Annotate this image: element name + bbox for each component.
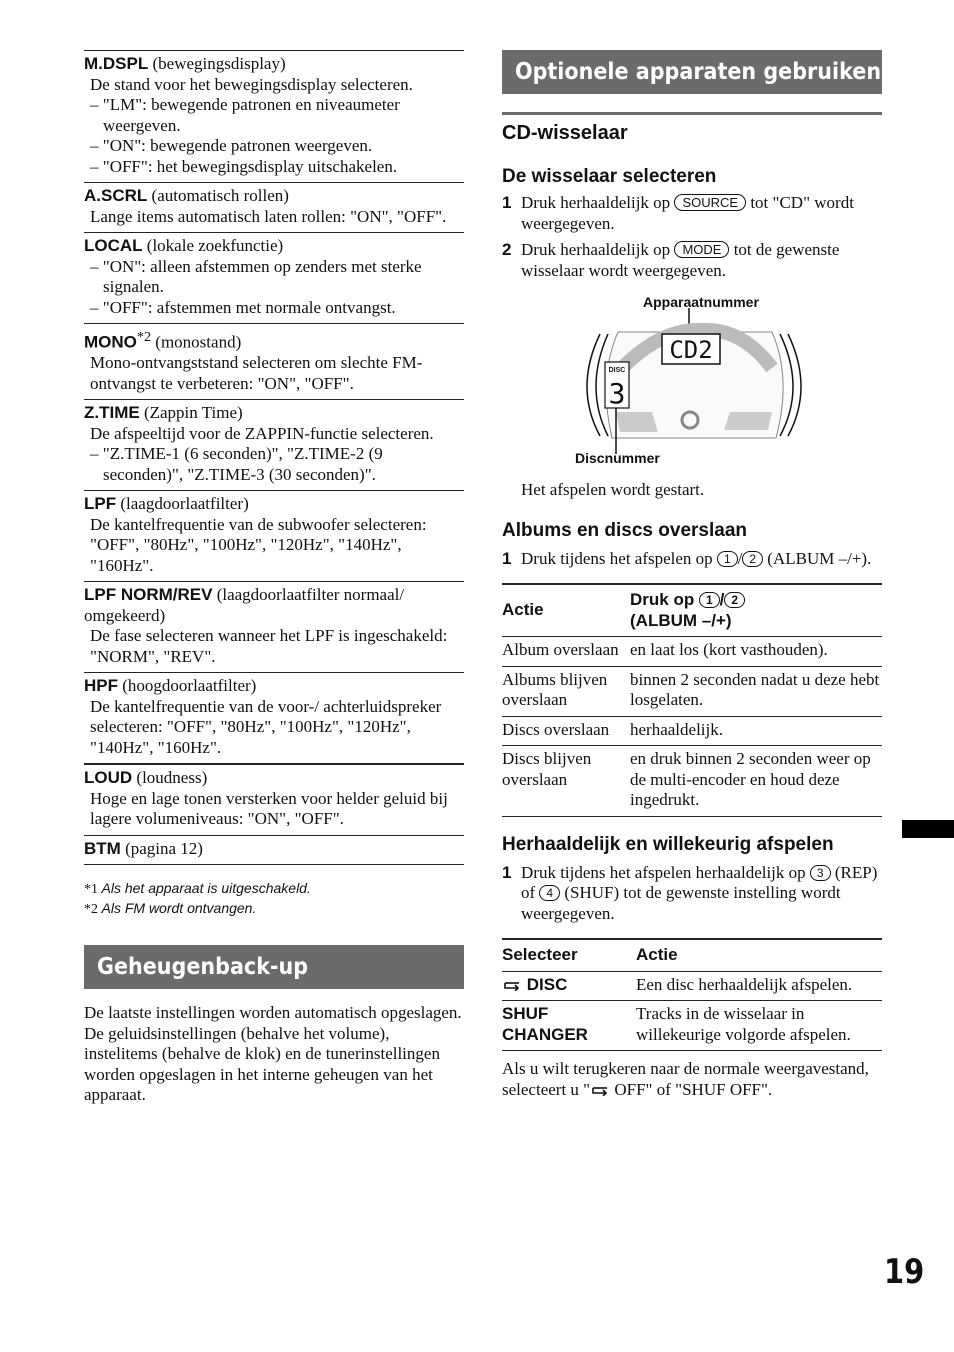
step-item: 1 Druk herhaaldelijk op SOURCE tot "CD" wordt weergegeven.	[502, 193, 854, 233]
repeat-icon	[590, 1084, 610, 1096]
table-row	[502, 716, 882, 746]
right-column	[502, 50, 882, 1100]
disc-caption: DISC	[608, 367, 626, 374]
step-item: 1 Druk tijdens het afspelen herhaaldelijk op 3 (REP) of 4 (SHUF) tot de gewenste instelling wordt weergegeven.	[502, 862, 878, 923]
disc-readout: 3	[608, 377, 626, 410]
repeat-table	[502, 938, 882, 1051]
source-button: SOURCE	[674, 194, 746, 211]
table-cell: Een disc herhaaldelijk afspelen.	[636, 974, 853, 994]
button-4: 4	[539, 885, 560, 901]
setting-option: – "LM": bewegende patronen en niveaumeter weergeven.	[90, 95, 400, 135]
column-header: Selecteer	[502, 945, 578, 964]
setting-name: M.DSPL	[84, 54, 149, 73]
setting-item	[84, 399, 464, 490]
button-3: 3	[810, 865, 831, 881]
table-cell: Albums blijven overslaan	[502, 669, 608, 709]
setting-subtitle: (monostand)	[155, 332, 242, 352]
setting-item	[84, 672, 464, 763]
step-item: 2 Druk herhaaldelijk op MODE tot de gewenste wisselaar wordt weergegeven.	[502, 240, 840, 280]
setting-name: LOUD	[84, 768, 133, 788]
table-cell: Tracks in de wisselaar in willekeurige volgorde afspelen.	[636, 1004, 851, 1044]
table-row	[502, 1001, 882, 1051]
setting-item	[84, 490, 464, 581]
table-cell: SHUF CHANGER	[502, 1004, 588, 1044]
mode-button: MODE	[674, 241, 729, 258]
left-column	[84, 50, 464, 1106]
button-2: 2	[742, 551, 763, 567]
footnote: *2 Als FM wordt ontvangen.	[84, 900, 257, 918]
footnote: *1 Als het apparaat is uitgeschakeld.	[84, 880, 311, 898]
setting-subtitle: (bewegingsdisplay)	[152, 54, 286, 73]
setting-description: De fase selecteren wanneer het LPF is ingeschakeld: "NORM", "REV".	[90, 626, 448, 666]
setting-name: BTM	[84, 838, 121, 858]
setting-option: – "ON": bewegende patronen weergeven.	[90, 136, 373, 155]
repeat-icon	[502, 979, 522, 991]
table-row	[502, 666, 882, 716]
setting-item	[84, 581, 464, 672]
setting-item	[84, 182, 464, 232]
setting-option: – "OFF": het bewegingsdisplay uitschakelen.	[90, 156, 398, 176]
table-cell: Discs blijven overslaan	[502, 749, 592, 789]
setting-description: Mono-ontvangststand selecteren om slechte FM-ontvangst te verbeteren: "ON", "OFF".	[90, 353, 423, 393]
backup-paragraph: De geluidsinstellingen (behalve het volume), instelitems (behalve de klok) en de tunerinstellingen worden opgeslagen in het interne geheugen van het apparaat.	[84, 1023, 440, 1105]
table-row	[502, 746, 882, 817]
closing-note: Als u wilt terugkeren naar de normale weergavestand, selecteert u " OFF" of "SHUF OFF".	[502, 1059, 869, 1099]
setting-description: De stand voor het bewegingsdisplay selecteren.	[90, 74, 413, 94]
footnote-ref: *2	[136, 329, 152, 345]
column-header: Druk op 1 / 2 (ALBUM –/+)	[630, 584, 882, 637]
backup-section-title: Geheugenback-up	[84, 945, 464, 989]
setting-item	[84, 763, 464, 835]
optional-section-title: Optionele apparaten gebruiken	[502, 50, 882, 94]
page-number: 19	[884, 1252, 925, 1292]
column-header: Actie	[502, 600, 544, 620]
setting-name: LOCAL	[84, 236, 143, 255]
button-2: 2	[724, 592, 745, 608]
language-side-tab	[902, 820, 954, 838]
setting-description: Hoge en lage tonen versterken voor helder geluid bij lagere volumeniveaus: "ON", "OFF".	[90, 788, 448, 829]
setting-subtitle: (loudness)	[136, 768, 208, 788]
table-row	[502, 637, 882, 667]
table-cell: DISC	[502, 971, 636, 1001]
playback-note: Het afspelen wordt gestart.	[521, 480, 705, 499]
cd-changer-heading: CD-wisselaar	[502, 122, 628, 144]
setting-option: – "ON": alleen afstemmen op zenders met sterke signalen.	[90, 256, 422, 296]
button-1: 1	[717, 551, 738, 567]
display-figure	[502, 290, 882, 470]
setting-name: MONO	[84, 332, 137, 352]
setting-subtitle: (laagdoorlaatfilter normaal/ omgekeerd)	[84, 585, 405, 625]
setting-item	[84, 835, 464, 866]
setting-name: LPF	[84, 494, 117, 514]
table-row	[502, 971, 882, 1001]
display-readout: CD2	[669, 336, 713, 364]
skip-heading: Albums en discs overslaan	[502, 519, 747, 541]
table-cell: herhaaldelijk.	[630, 719, 723, 739]
table-cell: en druk binnen 2 seconden weer op de multi-encoder en houd deze ingedrukt.	[630, 749, 871, 809]
setting-name: A.SCRL	[84, 186, 148, 205]
setting-item	[84, 50, 464, 182]
setting-name: Z.TIME	[84, 403, 140, 423]
setting-description: De afspeeltijd voor de ZAPPIN-functie selecteren.	[90, 423, 434, 443]
select-changer-heading: De wisselaar selecteren	[502, 166, 717, 187]
setting-name: HPF	[84, 676, 118, 696]
device-number-label: Apparaatnummer	[643, 294, 759, 310]
setting-option: – "OFF": afstemmen met normale ontvangst.	[90, 297, 396, 317]
settings-list	[84, 50, 464, 865]
setting-item	[84, 232, 464, 323]
setting-subtitle: (Zappin Time)	[143, 403, 243, 423]
button-1: 1	[699, 592, 720, 608]
repeat-heading: Herhaaldelijk en willekeurig afspelen	[502, 833, 834, 855]
setting-description: Lange items automatisch laten rollen: "ON", "OFF".	[90, 206, 447, 226]
setting-option: – "Z.TIME-1 (6 seconden)", "Z.TIME-2 (9 seconden)", "Z.TIME-3 (30 seconden)".	[90, 444, 383, 484]
disc-number-label: Discnummer	[575, 450, 660, 466]
table-cell: binnen 2 seconden nadat u deze hebt losgelaten.	[630, 669, 880, 709]
table-cell: en laat los (kort vasthouden).	[630, 640, 828, 659]
table-cell: Discs overslaan	[502, 719, 610, 739]
backup-paragraph: De laatste instellingen worden automatisch opgeslagen.	[84, 1003, 462, 1023]
display-illustration	[502, 308, 882, 458]
table-cell: Album overslaan	[502, 640, 619, 659]
setting-name: LPF NORM/REV	[84, 585, 213, 605]
setting-subtitle: (lokale zoekfunctie)	[146, 236, 284, 255]
setting-subtitle: (hoogdoorlaatfilter)	[122, 676, 257, 696]
column-header: Actie	[636, 945, 678, 964]
setting-subtitle: (laagdoorlaatfilter)	[120, 494, 249, 514]
section-divider	[502, 112, 882, 115]
setting-item	[84, 323, 464, 399]
step-item: 1 Druk tijdens het afspelen op 1 / 2 (ALBUM –/+).	[502, 548, 872, 568]
setting-subtitle: (automatisch rollen)	[151, 186, 289, 205]
footnotes	[84, 879, 464, 919]
setting-description: De kantelfrequentie van de subwoofer selecteren: "OFF", "80Hz", "100Hz", "120Hz", "140Hz", "160Hz".	[90, 514, 427, 575]
setting-description: De kantelfrequentie van de voor-/ achterluidspreker selecteren: "OFF", "80Hz", "100Hz", "120Hz", "140Hz", "160Hz".	[90, 696, 442, 757]
skip-table	[502, 583, 882, 817]
setting-subtitle: (pagina 12)	[125, 838, 203, 858]
